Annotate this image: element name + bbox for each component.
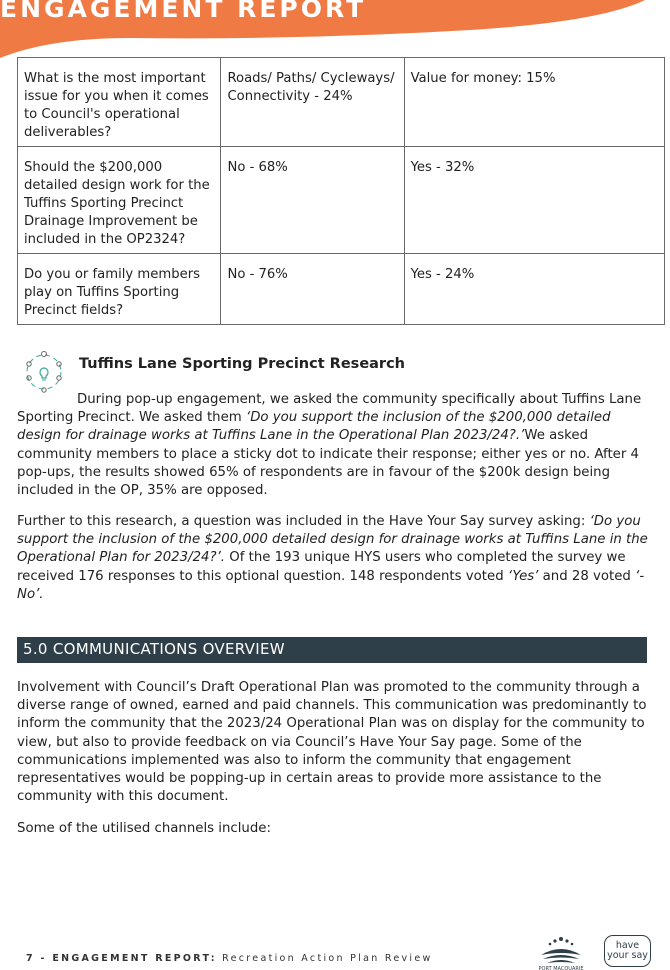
table-cell-answer: Yes - 24% — [404, 254, 664, 325]
text-span: During pop-up engagement, we asked the community specifically about Tuffins Lane Sporting Precinct. We asked them — [17, 392, 642, 426]
footer-separator: - — [34, 953, 53, 964]
council-logo-text: PORT MACQUARIE — [538, 966, 584, 970]
header-banner — [0, 0, 670, 62]
table-cell-question: Should the $200,000 detailed design work for the Tuffins Sporting Precinct Drainage Improvement be included in the OP2324? — [18, 147, 221, 254]
research-paragraph-1 — [17, 391, 657, 500]
table-cell-answer: Yes - 32% — [404, 147, 664, 254]
survey-results-table — [17, 57, 665, 325]
footer-report-label: ENGAGEMENT REPORT: — [52, 953, 217, 964]
table-cell-question: What is the most important issue for you when it comes to Council's operational deliverables? — [18, 58, 221, 147]
quote-text: ‘Do you support the inclusion of the $200,000 detailed design for drainage works at Tuffins Lane in the Operational Plan 2023/24?.’ — [17, 410, 611, 444]
section-header-bar — [17, 637, 647, 663]
report-title: ENGAGEMENT REPORT — [0, 0, 367, 23]
quote-text: ‘Yes’ — [507, 568, 539, 584]
communications-paragraph-2: Some of the utilised channels include: — [17, 821, 271, 836]
hys-logo-line1: have — [615, 940, 640, 951]
page-footer — [26, 953, 433, 964]
section-heading: Tuffins Lane Sporting Precinct Research — [79, 356, 406, 372]
text-span: Of the 193 unique HYS users who completed the survey we received 176 responses to this optional question. 148 respondents voted — [17, 550, 626, 584]
table-cell-answer: Value for money: 15% — [404, 58, 664, 147]
research-paragraph-2 — [17, 513, 657, 604]
have-your-say-logo — [604, 935, 651, 967]
quote-text: ‘Do you support the inclusion of the $200,000 detailed design for drainage works at Tuffins Lane in the Operational Plan for 2023/24?’. — [17, 514, 648, 566]
hys-logo-line2: your say — [607, 950, 648, 961]
quote-text: ‘- No’. — [17, 568, 645, 602]
section-title: 5.0 COMMUNICATIONS OVERVIEW — [23, 640, 285, 658]
text-span: and 28 voted — [538, 568, 636, 584]
text-span: Further to this research, a question was included in the Have Your Say survey asking: — [17, 514, 590, 529]
table-row — [18, 58, 665, 147]
council-logo — [535, 935, 587, 970]
table-row — [18, 254, 665, 325]
table-row — [18, 147, 665, 254]
text-span: We asked community members to place a sticky dot to indicate their response; either yes or no. After 4 pop-ups, the results showed 65% of respondents are in favour of the $200k design being included in the OP, 35% are opposed. — [17, 428, 640, 499]
table-cell-answer: Roads/ Paths/ Cycleways/ Connectivity - 24% — [221, 58, 404, 147]
table-cell-answer: No - 76% — [221, 254, 404, 325]
community-ideas-icon — [22, 350, 66, 394]
communications-paragraph-1: Involvement with Council’s Draft Operational Plan was promoted to the community through a diverse range of owned, earned and paid channels. This communication was predominantly to inform the community that the 2023/24 Operational Plan was on display for the community to view, but also to provide feedback on via Council’s Have Your Say page. Some of the communications implemented was also to inform the community that engagement representatives would be popping-up in certain areas to provide more assistance to the community with this document. — [17, 680, 647, 805]
page-number: 7 — [26, 953, 35, 964]
table-cell-question: Do you or family members play on Tuffins Sporting Precinct fields? — [18, 254, 221, 325]
table-cell-answer: No - 68% — [221, 147, 404, 254]
footer-report-subtitle: Recreation Action Plan Review — [216, 953, 433, 964]
